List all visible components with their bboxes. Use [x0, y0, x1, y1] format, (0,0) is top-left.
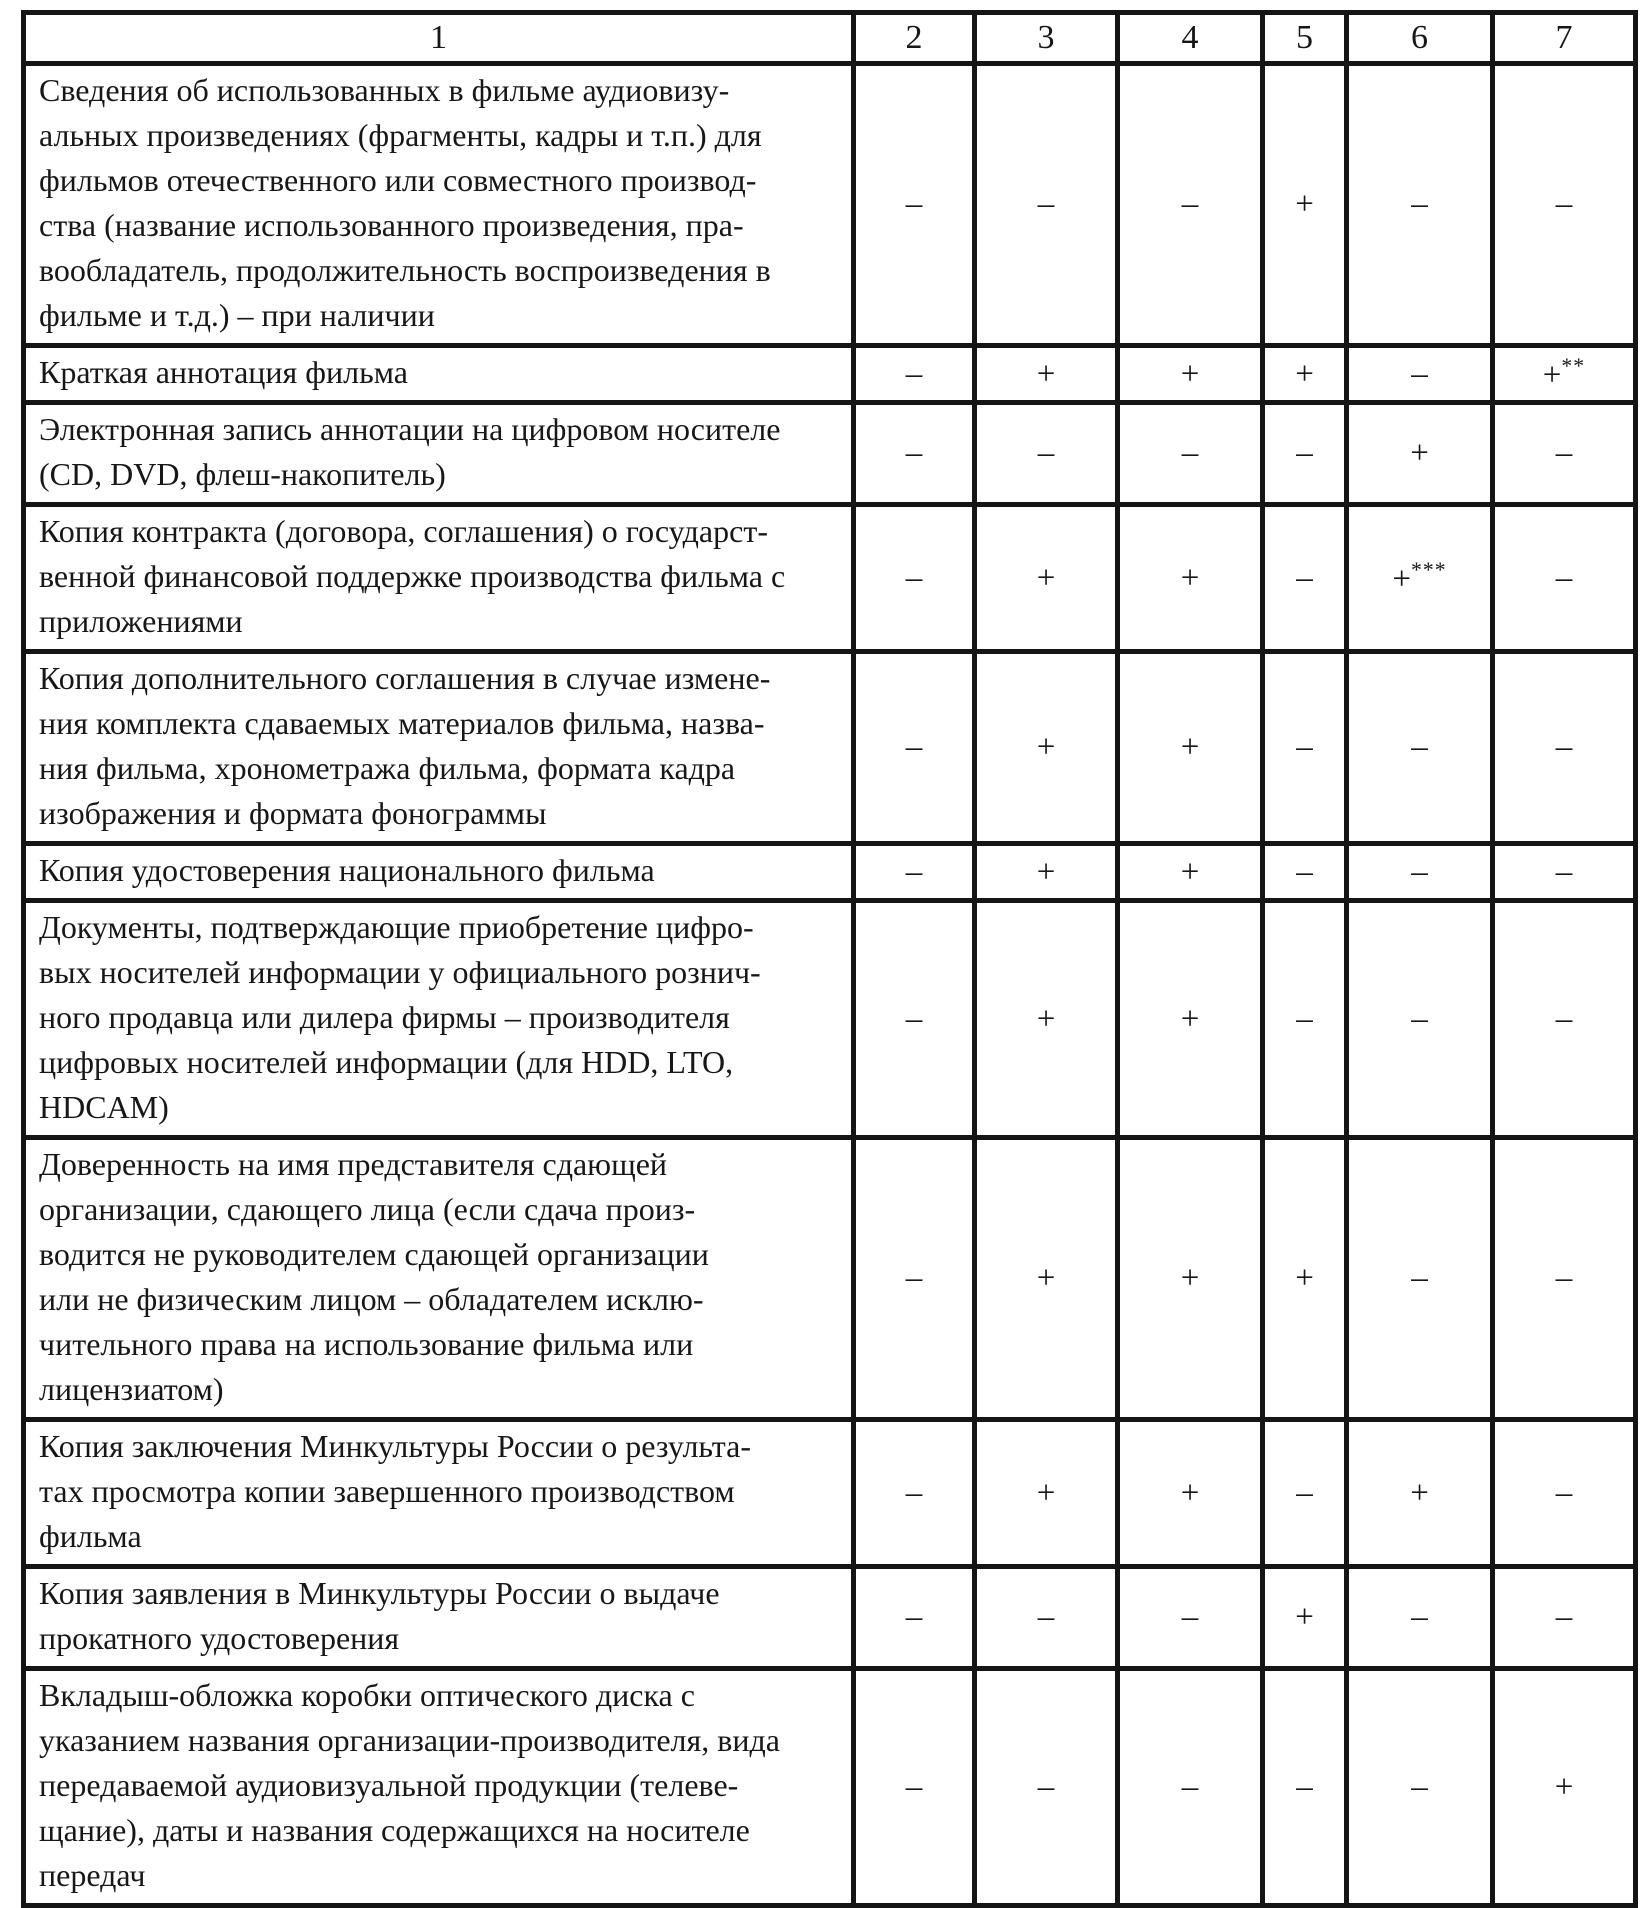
mark-cell	[1118, 1138, 1263, 1420]
doc-row-label	[24, 346, 854, 403]
minus-mark: –	[1181, 186, 1199, 222]
mark-cell	[1347, 505, 1493, 652]
plus-mark: +	[1410, 435, 1429, 471]
mark-cell	[1118, 1669, 1263, 1906]
mark-cell	[1493, 1420, 1636, 1567]
mark-cell	[1347, 652, 1493, 844]
column-number-header: 1	[24, 13, 854, 64]
label-line: вых носителей информации у официального рознич-	[39, 954, 761, 990]
minus-mark: –	[905, 1768, 923, 1805]
mark-cell	[1118, 1567, 1263, 1669]
mark-cell	[1493, 505, 1636, 652]
mark-cell	[1118, 901, 1263, 1138]
label-line: прокатного удостоверения	[39, 1620, 400, 1656]
label-line: Вкладыш-обложка коробки оптического диска с	[39, 1677, 695, 1713]
plus-mark: +	[1180, 1260, 1200, 1296]
mark-cell	[975, 652, 1118, 844]
label-line: лицензиатом)	[39, 1371, 224, 1407]
label-line: Доверенность на имя представителя сдающей	[39, 1146, 668, 1182]
mark-cell	[1118, 505, 1263, 652]
mark-cell	[1347, 403, 1493, 505]
label-line: Электронная запись аннотации на цифровом носителе	[39, 411, 781, 447]
minus-mark: –	[1411, 1599, 1428, 1635]
mark-cell	[1347, 844, 1493, 901]
mark-cell	[1263, 1567, 1347, 1669]
mark-cell	[1347, 1567, 1493, 1669]
label-line: Копия удостоверения национального фильма	[39, 852, 655, 888]
mark-cell	[1118, 1420, 1263, 1567]
column-number-header: 5	[1263, 13, 1347, 64]
plus-mark: +	[1410, 1474, 1429, 1511]
minus-mark: –	[1411, 186, 1428, 222]
label-line: фильма	[39, 1518, 142, 1554]
minus-mark: –	[1296, 435, 1313, 471]
mark-cell	[975, 1669, 1118, 1906]
label-line: ства (название использованного произведения, пра-	[39, 207, 744, 243]
plus-mark: +	[1180, 355, 1200, 392]
table-row	[24, 505, 1636, 652]
table-row	[24, 346, 1636, 403]
mark-cell	[1263, 403, 1347, 505]
minus-mark: –	[1037, 1599, 1055, 1635]
mark-cell	[1118, 403, 1263, 505]
mark-cell	[1263, 901, 1347, 1138]
mark-cell	[1118, 64, 1263, 346]
plus-mark: +	[1295, 355, 1314, 392]
label-line: изображения и формата фонограммы	[39, 795, 547, 831]
label-line: фильме и т.д.) – при наличии	[39, 297, 435, 333]
mark-cell	[854, 1420, 975, 1567]
mark-cell	[975, 1567, 1118, 1669]
minus-mark: –	[1411, 355, 1428, 392]
minus-mark: –	[905, 559, 923, 596]
mark-cell	[975, 346, 1118, 403]
doc-row-label	[24, 901, 854, 1138]
minus-mark: –	[1411, 729, 1428, 765]
plus-mark: +	[1036, 1260, 1056, 1296]
minus-mark: –	[1411, 1768, 1428, 1805]
label-line: тах просмотра копии завершенного производством	[39, 1473, 735, 1509]
table-row	[24, 1567, 1636, 1669]
table-row	[24, 1669, 1636, 1906]
mark-cell	[1347, 1420, 1493, 1567]
minus-mark: –	[905, 435, 923, 471]
minus-mark: –	[1296, 729, 1313, 765]
plus-mark: +	[1036, 1000, 1056, 1037]
mark-cell	[854, 346, 975, 403]
mark-cell	[854, 1567, 975, 1669]
plus-mark: +	[1554, 1768, 1574, 1805]
mark-cell	[1118, 652, 1263, 844]
minus-mark: –	[1555, 853, 1573, 890]
mark-cell	[854, 901, 975, 1138]
minus-mark: –	[1181, 435, 1199, 471]
materials-requirements-table	[21, 10, 1638, 1908]
label-line: водится не руководителем сдающей организации	[39, 1236, 709, 1272]
mark-cell	[854, 64, 975, 346]
doc-row-label	[24, 1669, 854, 1906]
mark-cell	[854, 505, 975, 652]
plus-mark: +	[1036, 729, 1056, 765]
minus-mark: –	[1037, 435, 1055, 471]
minus-mark: –	[1296, 559, 1313, 596]
label-line: венной финансовой поддержке производства фильма с	[39, 558, 786, 594]
mark-cell	[975, 505, 1118, 652]
label-line: или не физическим лицом – обладателем исклю-	[39, 1281, 704, 1317]
mark-cell	[1263, 652, 1347, 844]
minus-mark: –	[1296, 853, 1313, 890]
plus-mark: +	[1180, 853, 1200, 890]
label-line: приложениями	[39, 603, 243, 639]
label-line: вообладатель, продолжительность воспроизведения в	[39, 252, 771, 288]
mark-cell	[1493, 901, 1636, 1138]
mark-cell	[854, 403, 975, 505]
table-row	[24, 1420, 1636, 1567]
mark-cell	[1263, 346, 1347, 403]
minus-mark: –	[905, 1000, 923, 1037]
table-row	[24, 1138, 1636, 1420]
label-line: ния комплекта сдаваемых материалов фильма, назва-	[39, 705, 765, 741]
doc-row-label	[24, 505, 854, 652]
mark-cell	[1347, 901, 1493, 1138]
doc-row-label	[24, 1138, 854, 1420]
column-number-header: 4	[1118, 13, 1263, 64]
mark-cell	[975, 64, 1118, 346]
minus-mark: –	[1181, 1768, 1199, 1805]
mark-cell	[1493, 844, 1636, 901]
mark-cell	[975, 1138, 1118, 1420]
mark-cell	[1493, 1669, 1636, 1906]
mark-cell	[1263, 1420, 1347, 1567]
minus-mark: –	[1296, 1000, 1313, 1037]
doc-row-label	[24, 64, 854, 346]
minus-mark: –	[1555, 1000, 1573, 1037]
mark-cell	[975, 844, 1118, 901]
plus-mark: +	[1180, 559, 1200, 596]
table-row	[24, 64, 1636, 346]
label-line: Копия дополнительного соглашения в случае измене-	[39, 660, 771, 696]
label-line: Сведения об использованных в фильме аудиовизу-	[39, 72, 730, 108]
mark-cell	[975, 403, 1118, 505]
label-line: чительного права на использование фильма или	[39, 1326, 694, 1362]
label-line: Документы, подтверждающие приобретение цифро-	[39, 909, 754, 945]
header-row	[24, 13, 1636, 64]
label-line: передач	[39, 1857, 146, 1893]
doc-row-label	[24, 1420, 854, 1567]
mark-cell	[1263, 1138, 1347, 1420]
plus-mark: +	[1295, 1260, 1314, 1296]
plus-mark: +	[1036, 1474, 1056, 1511]
minus-mark: –	[1037, 186, 1055, 222]
minus-mark: –	[1411, 1000, 1428, 1037]
mark-cell	[1347, 346, 1493, 403]
table-body	[24, 64, 1636, 1906]
mark-cell	[1493, 1567, 1636, 1669]
column-number-header: 2	[854, 13, 975, 64]
plus-mark: +	[1180, 1474, 1200, 1511]
column-number-header: 7	[1493, 13, 1636, 64]
minus-mark: –	[1555, 559, 1573, 596]
label-line: HDCAM)	[39, 1089, 169, 1125]
minus-mark: –	[905, 355, 923, 392]
mark-cell	[1493, 64, 1636, 346]
label-line: Копия заявления в Минкультуры России о выдаче	[39, 1575, 720, 1611]
plus-mark: +	[1036, 559, 1056, 596]
label-line: щание), даты и названия содержащихся на носителе	[39, 1812, 750, 1848]
label-line: указанием названия организации-производителя, вида	[39, 1722, 780, 1758]
minus-mark: –	[905, 1599, 923, 1635]
label-line: Копия заключения Минкультуры России о результа-	[39, 1428, 752, 1464]
label-line: ния фильма, хронометража фильма, формата кадра	[39, 750, 736, 786]
plus-mark: +	[1180, 729, 1200, 765]
label-line: организации, сдающего лица (если сдача произ-	[39, 1191, 696, 1227]
label-line: фильмов отечественного или совместного производ-	[39, 162, 757, 198]
plus-mark: +	[1036, 853, 1056, 890]
minus-mark: –	[905, 186, 923, 222]
mark-cell	[854, 844, 975, 901]
label-line: цифровых носителей информации (для HDD, LTO,	[39, 1044, 734, 1080]
minus-mark: –	[1037, 1768, 1055, 1805]
minus-mark: –	[1296, 1768, 1313, 1805]
column-number-header: 3	[975, 13, 1118, 64]
mark-cell	[1493, 346, 1636, 403]
minus-mark: –	[1411, 853, 1428, 890]
doc-row-label	[24, 652, 854, 844]
label-line: (CD, DVD, флеш-накопитель)	[39, 456, 446, 492]
plus-mark: +	[1036, 355, 1056, 392]
mark-cell	[854, 652, 975, 844]
table-row	[24, 652, 1636, 844]
minus-mark: –	[1555, 729, 1573, 765]
mark-cell	[1493, 1138, 1636, 1420]
label-line: передаваемой аудиовизуальной продукции (телеве-	[39, 1767, 739, 1803]
minus-mark: –	[1555, 1260, 1573, 1296]
mark-cell	[975, 901, 1118, 1138]
minus-mark: –	[1555, 1599, 1573, 1635]
mark-cell	[1263, 505, 1347, 652]
mark-cell	[854, 1669, 975, 1906]
mark-cell	[1263, 64, 1347, 346]
plus-mark: +	[1180, 1000, 1200, 1037]
mark-cell	[1493, 652, 1636, 844]
doc-row-label	[24, 1567, 854, 1669]
mark-cell	[1347, 64, 1493, 346]
mark-cell	[1263, 1669, 1347, 1906]
table-row	[24, 403, 1636, 505]
plus-mark: +	[1295, 1599, 1314, 1635]
doc-row-label	[24, 844, 854, 901]
label-line: Копия контракта (договора, соглашения) о государст-	[39, 513, 768, 549]
mark-cell	[1347, 1138, 1493, 1420]
minus-mark: –	[905, 853, 923, 890]
minus-mark: –	[905, 1474, 923, 1511]
footnote-asterisks: ***	[1410, 558, 1447, 582]
plus-mark: +	[1392, 561, 1411, 597]
minus-mark: –	[905, 729, 923, 765]
mark-cell	[854, 1138, 975, 1420]
doc-row-label	[24, 403, 854, 505]
label-line: альных произведениях (фрагменты, кадры и т.п.) для	[39, 117, 762, 153]
mark-cell	[975, 1420, 1118, 1567]
label-line: Краткая аннотация фильма	[39, 354, 408, 390]
plus-mark: +	[1295, 186, 1314, 222]
footnote-asterisks: **	[1561, 354, 1586, 378]
plus-mark: +	[1542, 357, 1562, 393]
mark-cell	[1347, 1669, 1493, 1906]
mark-cell	[1118, 346, 1263, 403]
minus-mark: –	[1411, 1260, 1428, 1296]
mark-cell	[1493, 403, 1636, 505]
minus-mark: –	[1555, 186, 1573, 222]
minus-mark: –	[905, 1260, 923, 1296]
table-row	[24, 844, 1636, 901]
minus-mark: –	[1181, 1599, 1199, 1635]
minus-mark: –	[1296, 1474, 1313, 1511]
label-line: ного продавца или дилера фирмы – производителя	[39, 999, 730, 1035]
minus-mark: –	[1555, 1474, 1573, 1511]
mark-cell	[1118, 844, 1263, 901]
table-row	[24, 901, 1636, 1138]
table-header-row	[24, 13, 1636, 64]
mark-cell	[1263, 844, 1347, 901]
column-number-header: 6	[1347, 13, 1493, 64]
minus-mark: –	[1555, 435, 1573, 471]
